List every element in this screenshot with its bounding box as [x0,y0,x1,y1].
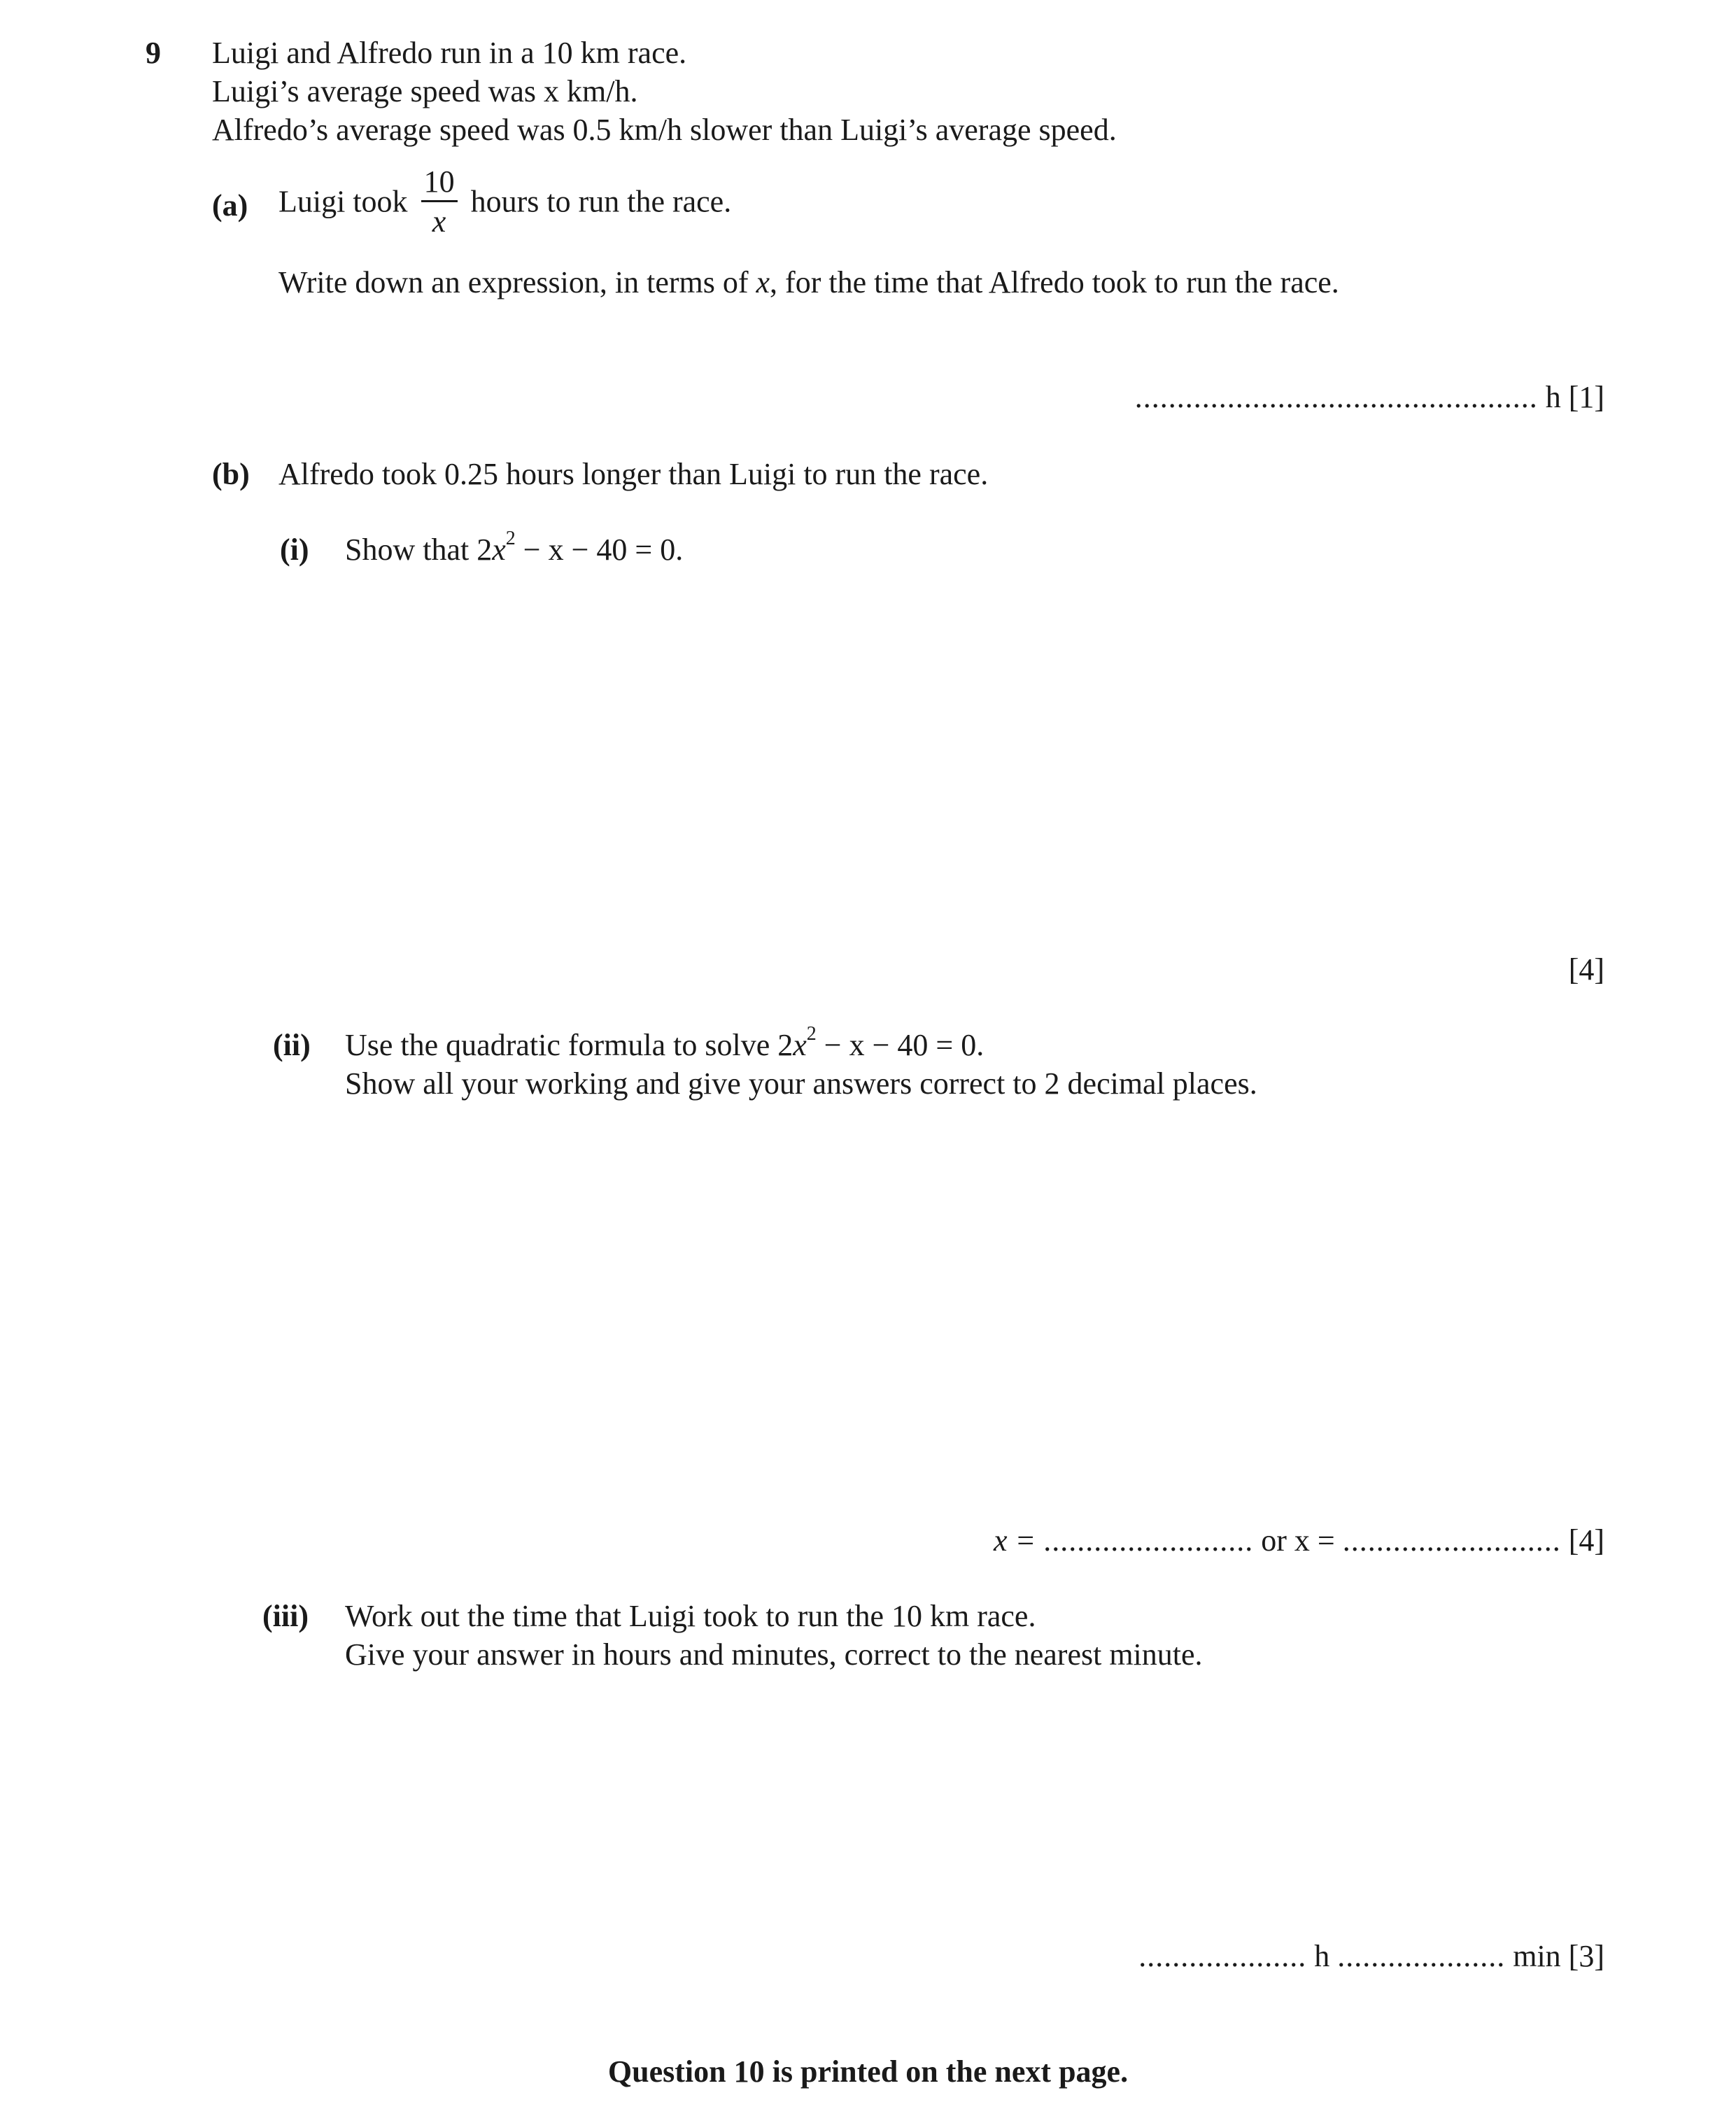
answer-marks: [4] [1568,1523,1604,1558]
part-b-ii-exponent: 2 [806,1023,817,1045]
part-b-iii-answer-line[interactable] [1138,1938,1604,1975]
part-a-instruction-after: , for the time that Alfredo took to run the race. [770,265,1339,299]
fraction-denominator: x [432,204,446,239]
part-a-stem [278,164,732,240]
answer-minutes-unit-marks: min [3] [1513,1939,1604,1973]
part-b-i-exponent: 2 [505,528,516,549]
part-b-i-text [345,528,684,569]
part-b-ii-label: (ii) [273,1028,311,1062]
footer-next-page-note: Question 10 is printed on the next page. [607,2054,1129,2089]
part-b-stem: Alfredo took 0.25 hours longer than Luigi to run the race. [278,457,989,491]
answer-dots-2: .......................... [1342,1523,1561,1558]
answer-x1-label: x = [993,1523,1036,1558]
part-b-ii-answer-line[interactable] [994,1523,1604,1560]
part-b-ii-line-2: Show all your working and give your answers correct to 2 decimal places. [345,1066,1257,1101]
answer-hours-unit: h [1314,1939,1330,1973]
intro-line-3: Alfredo’s average speed was 0.5 km/h slower than Luigi’s average speed. [212,113,1117,147]
part-b-ii-line-1 [345,1023,985,1064]
part-b-i-label: (i) [280,532,309,567]
part-a-instruction-var: x [756,265,770,299]
part-b-i-text-after: − x − 40 = 0. [515,532,684,567]
fraction-numerator: 10 [421,167,458,202]
part-a-label: (a) [212,188,248,223]
answer-minutes-dots: .................... [1337,1939,1506,1973]
answer-or-x-label: or x = [1261,1523,1335,1558]
part-b-iii-line-2: Give your answer in hours and minutes, correct to the nearest minute. [345,1637,1203,1672]
part-a-stem-after: hours to run the race. [470,184,732,219]
answer-unit-marks: h [1] [1545,380,1604,414]
part-b-iii-line-1: Work out the time that Luigi took to run the 10 km race. [345,1599,1036,1633]
answer-dots-1: ......................... [1043,1523,1254,1558]
fraction-10-over-x [421,164,458,239]
part-a-answer-line[interactable] [1135,379,1604,416]
part-b-ii-var: x [793,1028,807,1062]
answer-hours-dots: .................... [1138,1939,1307,1973]
part-b-ii-line-1-after: − x − 40 = 0. [816,1028,985,1062]
intro-line-2: Luigi’s average speed was x km/h. [212,74,638,108]
intro-line-1: Luigi and Alfredo run in a 10 km race. [212,36,687,70]
part-a-instruction [278,264,1339,302]
part-b-label: (b) [212,457,250,491]
part-b-i-marks: [4] [1568,952,1604,987]
part-a-instruction-before: Write down an expression, in terms of [278,265,756,299]
part-a-stem-before: Luigi took [278,184,408,219]
part-b-iii-label: (iii) [262,1599,309,1633]
question-number: 9 [146,36,161,70]
part-b-i-var: x [492,532,506,567]
part-b-ii-line-1-before: Use the quadratic formula to solve 2 [345,1028,793,1062]
answer-dots: ................................................ [1134,380,1538,414]
part-b-i-text-before: Show that 2 [345,532,493,567]
